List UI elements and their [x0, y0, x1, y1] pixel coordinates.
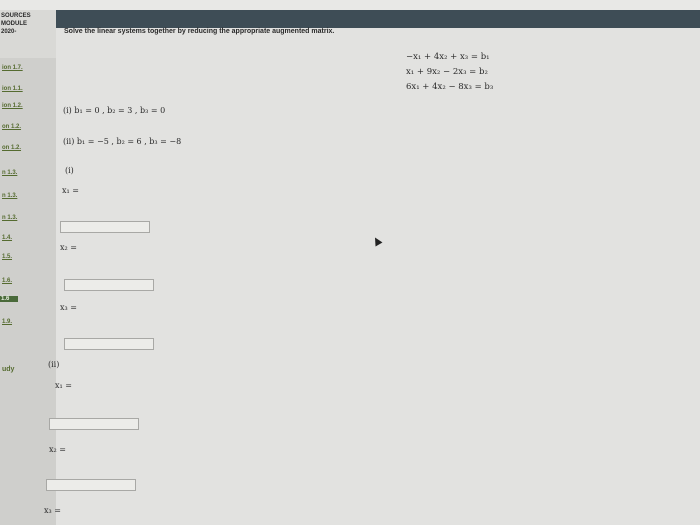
sidebar-item-study[interactable]: udy	[2, 366, 15, 373]
part-i-label: (i)	[65, 166, 74, 175]
sidebar	[0, 10, 56, 525]
sidebar-item[interactable]: n 1.3.	[2, 193, 18, 199]
x2-label: x₂ =	[49, 445, 66, 454]
part-ii-x1-input[interactable]	[49, 418, 139, 430]
x2-label: x₂ =	[60, 243, 77, 252]
x1-label: x₁ =	[55, 381, 72, 390]
sidebar-item[interactable]: 1.9.	[2, 319, 13, 325]
sidebar-item[interactable]: 1.5.	[2, 254, 13, 260]
sidebar-item[interactable]: 1.4.	[2, 235, 13, 241]
sidebar-item[interactable]: ion 1.1.	[2, 86, 23, 92]
sidebar-item[interactable]: on 1.2.	[2, 145, 22, 151]
equation: −x₁ + 4x₂ + x₃ = b₁	[406, 52, 490, 62]
sidebar-header-line: 2020-	[1, 29, 17, 35]
sidebar-item-active[interactable]: 1.6	[0, 296, 18, 302]
browser-top-strip	[0, 0, 700, 10]
sidebar-header-line: SOURCES	[1, 13, 31, 19]
part-i-x3-input[interactable]	[64, 338, 154, 350]
x3-label: x₃ =	[44, 506, 61, 515]
equation: 6x₁ + 4x₂ − 8x₃ = b₃	[406, 82, 494, 92]
sidebar-item[interactable]: ion 1.7.	[2, 65, 23, 71]
sidebar-item[interactable]: n 1.3.	[2, 170, 18, 176]
part-ii-label: (ii)	[48, 360, 60, 369]
x3-label: x₃ =	[60, 303, 77, 312]
part-i-x1-input[interactable]	[60, 221, 150, 233]
sidebar-item[interactable]: on 1.2.	[2, 124, 22, 130]
case-i: (i) b₁ = 0 , b₂ = 3 , b₃ = 0	[63, 106, 166, 115]
sidebar-header	[0, 10, 56, 58]
problem-instruction: Solve the linear systems together by reducing the appropriate augmented matrix.	[64, 28, 335, 35]
sidebar-item[interactable]: 1.6.	[2, 278, 13, 284]
problem-panel	[44, 28, 700, 525]
case-ii: (ii) b₁ = −5 , b₂ = 6 , b₃ = −8	[63, 137, 182, 146]
sidebar-item[interactable]: n 1.3.	[2, 215, 18, 221]
header-bar	[0, 10, 700, 28]
x1-label: x₁ =	[62, 186, 79, 195]
part-i-x2-input[interactable]	[64, 279, 154, 291]
sidebar-header-line: MODULE	[1, 21, 27, 27]
equation: x₁ + 9x₂ − 2x₃ = b₂	[406, 67, 488, 77]
sidebar-item[interactable]: ion 1.2.	[2, 103, 23, 109]
part-ii-x2-input[interactable]	[46, 479, 136, 491]
